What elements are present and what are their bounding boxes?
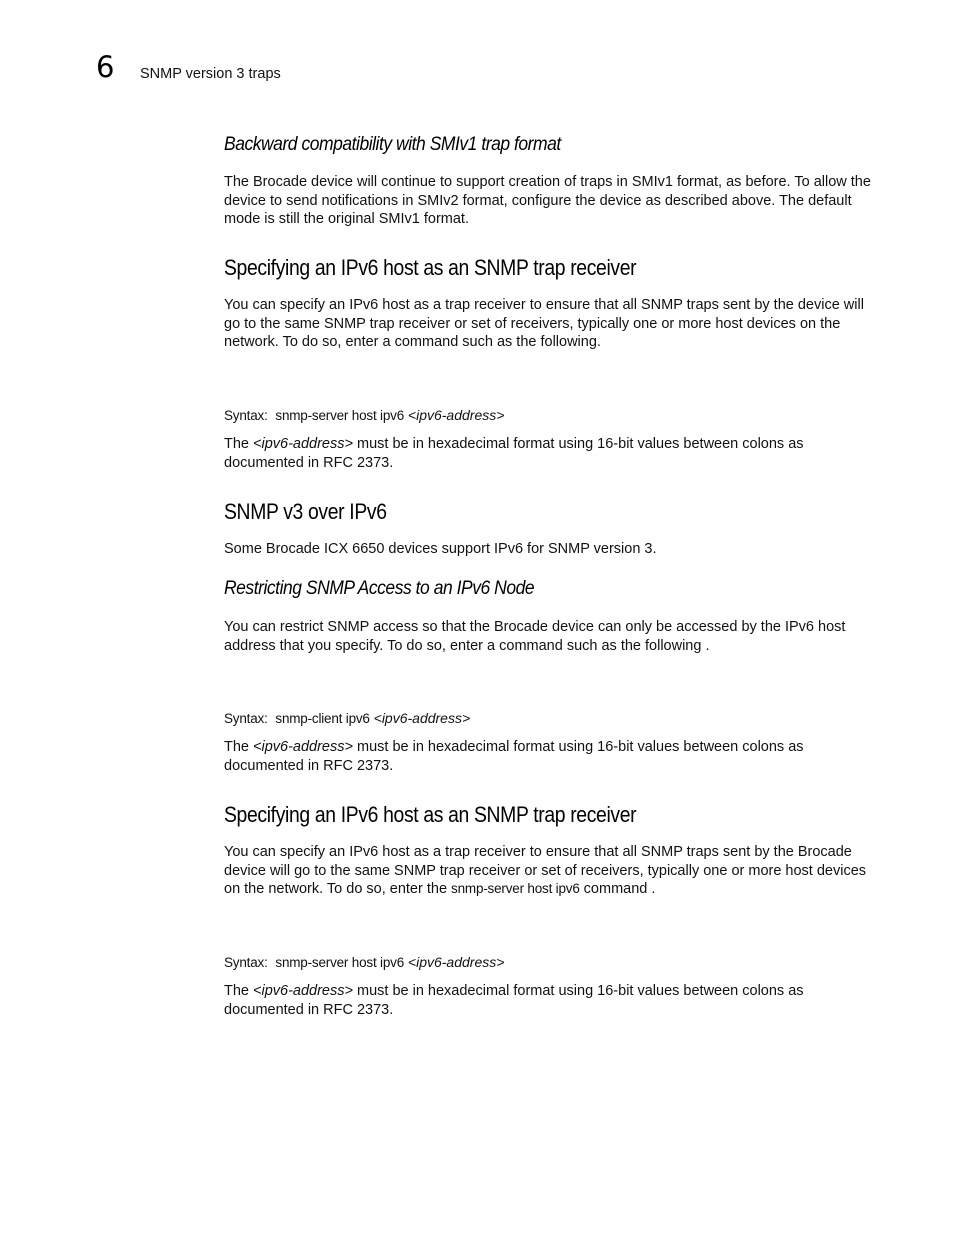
desc-pre: The bbox=[224, 436, 254, 452]
section-heading-snmpv3-ipv6: SNMP v3 over IPv6 bbox=[224, 499, 387, 524]
body-command: snmp-server host ipv6 bbox=[451, 881, 580, 896]
syntax-line-snmp-client bbox=[224, 710, 874, 726]
paragraph-ipv6-trap-receiver: You can specify an IPv6 host as a trap receiver to ensure that all SNMP traps sent by the device will go to the same SNMP trap receiver or set of receivers, typically one or more host devices on the network. To do so, enter a command such as the following. bbox=[224, 297, 864, 350]
section-heading-ipv6-trap-receiver: Specifying an IPv6 host as an SNMP trap receiver bbox=[224, 255, 637, 280]
paragraph-snmpv3-ipv6: Some Brocade ICX 6650 devices support IPv6 for SNMP version 3. bbox=[224, 541, 657, 557]
syntax-label: Syntax: bbox=[224, 711, 268, 726]
syntax-line-snmp-server-host bbox=[224, 407, 874, 423]
syntax-command: snmp-server host ipv6 bbox=[275, 955, 405, 970]
section-heading-ipv6-trap-receiver-2: Specifying an IPv6 host as an SNMP trap receiver bbox=[224, 802, 637, 827]
body-post: command . bbox=[579, 881, 656, 897]
syntax-argument: <ipv6-address> bbox=[407, 407, 505, 423]
paragraph-ipv6-address-desc bbox=[224, 982, 874, 1019]
syntax-label: Syntax: bbox=[224, 408, 268, 423]
desc-argument: <ipv6-address> bbox=[253, 436, 353, 452]
desc-pre: The bbox=[224, 739, 254, 755]
syntax-command: snmp-server host ipv6 bbox=[275, 408, 405, 423]
syntax-command: snmp-client ipv6 bbox=[275, 711, 370, 726]
desc-post: must be in hexadecimal format using 16-bit values between colons as documented in RFC 2373. bbox=[224, 983, 804, 1018]
desc-argument: <ipv6-address> bbox=[253, 983, 353, 999]
body-pre: You can specify an IPv6 host as a trap receiver to ensure that all SNMP traps sent by the Brocade device will go to the same SNMP trap receiver or set of receivers, typically one or more host devices on the network. To do so, enter the bbox=[224, 844, 867, 897]
paragraph-ipv6-address-desc bbox=[224, 435, 874, 472]
syntax-line-snmp-server-host-2 bbox=[224, 954, 874, 970]
chapter-number: 6 bbox=[96, 50, 115, 84]
paragraph-restricting-access: You can restrict SNMP access so that the Brocade device can only be accessed by the IPv6 host address that you specify. To do so, enter a command such as the following . bbox=[224, 619, 846, 654]
paragraph-ipv6-address-desc bbox=[224, 738, 874, 775]
desc-post: must be in hexadecimal format using 16-bit values between colons as documented in RFC 2373. bbox=[224, 436, 804, 471]
running-header-title: SNMP version 3 traps bbox=[140, 66, 281, 82]
subheading-restricting-access: Restricting SNMP Access to an IPv6 Node bbox=[224, 578, 535, 599]
syntax-label: Syntax: bbox=[224, 955, 268, 970]
desc-pre: The bbox=[224, 983, 254, 999]
paragraph-ipv6-trap-receiver-2 bbox=[224, 843, 874, 899]
desc-argument: <ipv6-address> bbox=[253, 739, 353, 755]
desc-post: must be in hexadecimal format using 16-bit values between colons as documented in RFC 2373. bbox=[224, 739, 804, 774]
syntax-argument: <ipv6-address> bbox=[407, 954, 505, 970]
subheading-backward-compat: Backward compatibility with SMIv1 trap format bbox=[224, 134, 561, 155]
paragraph-backward-compat: The Brocade device will continue to support creation of traps in SMIv1 format, as before. To allow the device to send notifications in SMIv2 format, configure the device as described above. The default mode is still the original SMIv1 format. bbox=[224, 174, 871, 227]
syntax-argument: <ipv6-address> bbox=[373, 710, 471, 726]
